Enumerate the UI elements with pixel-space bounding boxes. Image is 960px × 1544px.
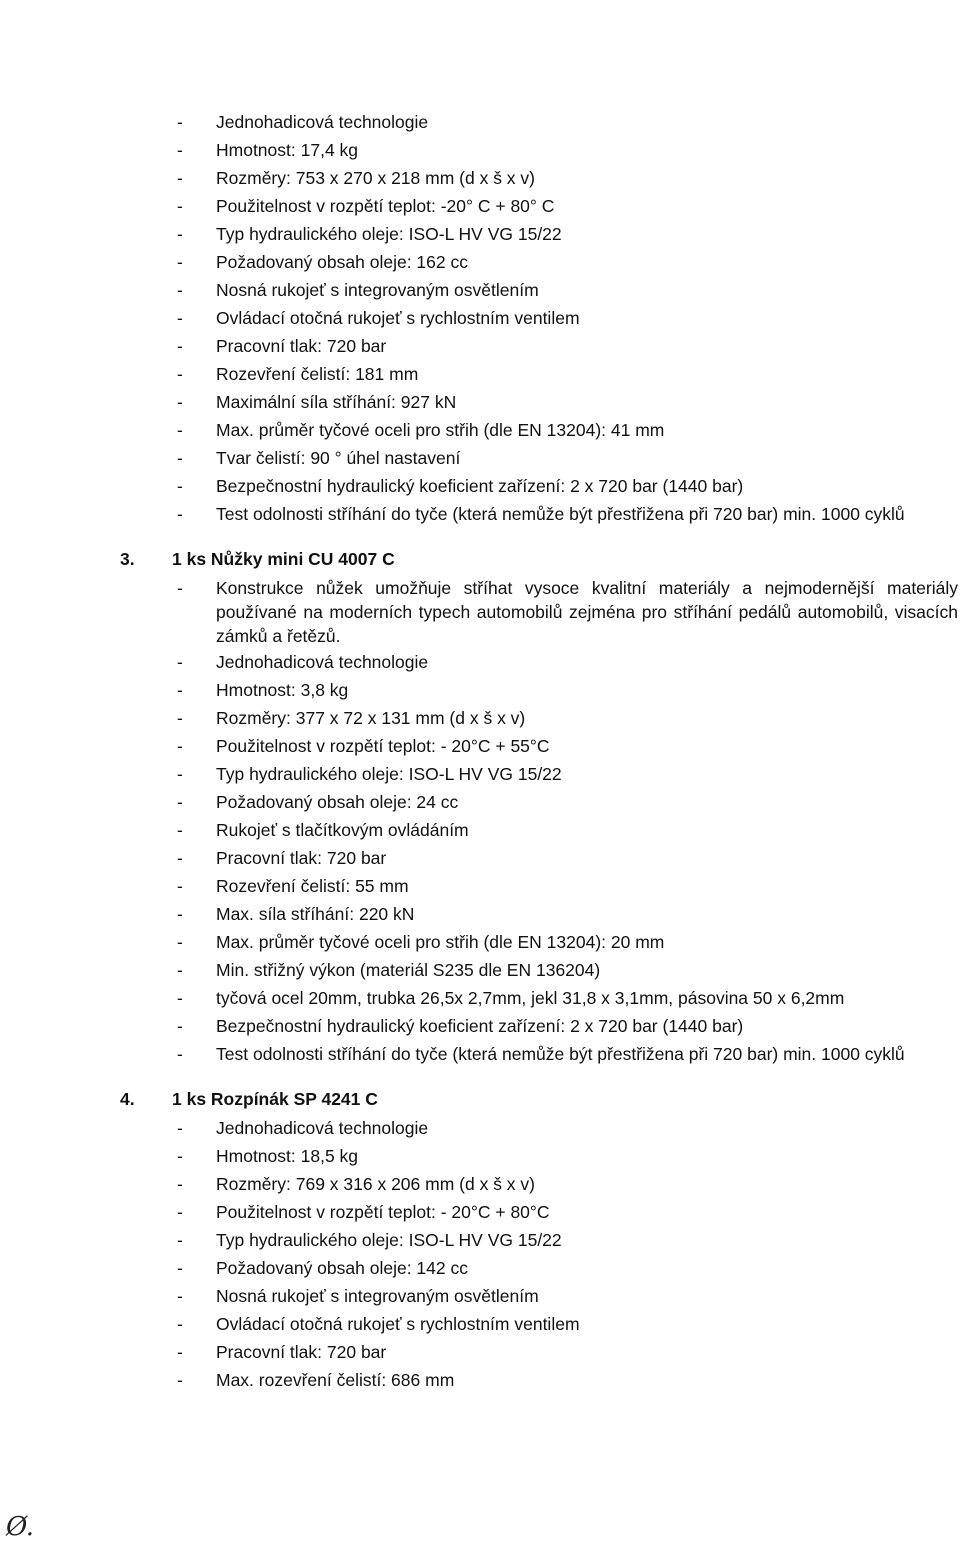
bullet-dash: - (177, 140, 183, 160)
list-item-text: Požadovaný obsah oleje: 162 cc (216, 252, 468, 272)
list-item-text: Použitelnost v rozpětí teplot: -20° C + 80° C (216, 196, 555, 216)
list-item (0, 844, 960, 872)
list-item-text: Rozměry: 377 x 72 x 131 mm (d x š x v) (216, 708, 526, 728)
list-item-text: Hmotnost: 18,5 kg (216, 1146, 359, 1166)
section-number: 3. (120, 549, 135, 569)
list-item (0, 1254, 960, 1282)
bullet-dash: - (177, 504, 183, 524)
list-item-text: Min. střižný výkon (materiál S235 dle EN 136204) (216, 960, 601, 980)
list-item (0, 248, 960, 276)
bullet-dash: - (177, 848, 183, 868)
list-item (0, 1310, 960, 1338)
list-item (0, 1366, 960, 1394)
list-item-text: Ovládací otočná rukojeť s rychlostním ventilem (216, 1314, 580, 1334)
list-item (0, 900, 960, 928)
list-item-text: Max. síla stříhání: 220 kN (216, 904, 415, 924)
list-item (0, 1282, 960, 1310)
list-item-text: Bezpečnostní hydraulický koeficient zařízení: 2 x 720 bar (1440 bar) (216, 1016, 744, 1036)
list-item (0, 1114, 960, 1142)
section-title: 1 ks Nůžky mini CU 4007 C (172, 549, 395, 569)
spec-list-continued (0, 108, 960, 528)
list-item (0, 760, 960, 788)
list-item (0, 220, 960, 248)
bullet-dash: - (177, 168, 183, 188)
list-item-text: Bezpečnostní hydraulický koeficient zařízení: 2 x 720 bar (1440 bar) (216, 476, 744, 496)
list-item-text: Nosná rukojeť s integrovaným osvětlením (216, 280, 539, 300)
list-item-text: Max. průměr tyčové oceli pro střih (dle EN 13204): 20 mm (216, 932, 665, 952)
bullet-dash: - (177, 1118, 183, 1138)
bullet-dash: - (177, 364, 183, 384)
list-item-text: Typ hydraulického oleje: ISO-L HV VG 15/22 (216, 764, 562, 784)
bullet-dash: - (177, 392, 183, 412)
list-item-text: Rozměry: 769 x 316 x 206 mm (d x š x v) (216, 1174, 535, 1194)
list-item (0, 1040, 960, 1068)
bullet-dash: - (177, 578, 183, 598)
list-item-text: Max. rozevření čelistí: 686 mm (216, 1370, 455, 1390)
list-item (0, 816, 960, 844)
bullet-dash: - (177, 420, 183, 440)
list-item-text: Test odolnosti stříhání do tyče (která nemůže být přestřižena při 720 bar) min. 1000 cyklů (216, 504, 905, 524)
bullet-dash: - (177, 764, 183, 784)
list-item-text: Pracovní tlak: 720 bar (216, 1342, 387, 1362)
list-item (0, 192, 960, 220)
list-item (0, 1012, 960, 1040)
list-item (0, 500, 960, 528)
section-heading (0, 544, 960, 574)
list-item (0, 984, 960, 1012)
bullet-dash: - (177, 112, 183, 132)
list-item-text: Nosná rukojeť s integrovaným osvětlením (216, 1286, 539, 1306)
bullet-dash: - (177, 476, 183, 496)
bullet-dash: - (177, 876, 183, 896)
handwritten-initial: Ø. (6, 1512, 35, 1542)
bullet-dash: - (177, 736, 183, 756)
list-item (0, 872, 960, 900)
list-item (0, 648, 960, 676)
bullet-dash: - (177, 820, 183, 840)
list-item-text: Typ hydraulického oleje: ISO-L HV VG 15/22 (216, 224, 562, 244)
list-item-text: Rozevření čelistí: 55 mm (216, 876, 409, 896)
list-item (0, 304, 960, 332)
bullet-dash: - (177, 1258, 183, 1278)
list-item-text: Požadovaný obsah oleje: 24 cc (216, 792, 459, 812)
list-item (0, 388, 960, 416)
bullet-dash: - (177, 988, 183, 1008)
section-intro (0, 574, 960, 648)
bullet-dash: - (177, 1016, 183, 1036)
list-item-text: Jednohadicová technologie (216, 1118, 429, 1138)
list-item-text: Jednohadicová technologie (216, 112, 429, 132)
bullet-dash: - (177, 280, 183, 300)
bullet-dash: - (177, 1230, 183, 1250)
bullet-dash: - (177, 1146, 183, 1166)
list-item (0, 732, 960, 760)
bullet-dash: - (177, 680, 183, 700)
list-item (0, 1338, 960, 1366)
list-item-text: Rozměry: 753 x 270 x 218 mm (d x š x v) (216, 168, 535, 188)
list-item-text: Ovládací otočná rukojeť s rychlostním ventilem (216, 308, 580, 328)
list-item-text: Tvar čelistí: 90 ° úhel nastavení (216, 448, 461, 468)
bullet-dash: - (177, 792, 183, 812)
list-item-text: Hmotnost: 17,4 kg (216, 140, 359, 160)
bullet-dash: - (177, 652, 183, 672)
section-title: 1 ks Rozpínák SP 4241 C (172, 1089, 378, 1109)
bullet-dash: - (177, 1044, 183, 1064)
list-item-text: Pracovní tlak: 720 bar (216, 336, 387, 356)
bullet-dash: - (177, 1370, 183, 1390)
list-item-text: Maximální síla stříhání: 927 kN (216, 392, 457, 412)
bullet-dash: - (177, 252, 183, 272)
list-item-text: Pracovní tlak: 720 bar (216, 848, 387, 868)
list-item-text: Hmotnost: 3,8 kg (216, 680, 349, 700)
list-item (0, 136, 960, 164)
list-item (0, 676, 960, 704)
bullet-dash: - (177, 1202, 183, 1222)
list-item (0, 1170, 960, 1198)
section-number: 4. (120, 1089, 135, 1109)
list-item-text: Max. průměr tyčové oceli pro střih (dle EN 13204): 41 mm (216, 420, 665, 440)
list-item-text: Jednohadicová technologie (216, 652, 429, 672)
list-item-text: Test odolnosti stříhání do tyče (která nemůže být přestřižena při 720 bar) min. 1000 cyklů (216, 1044, 905, 1064)
bullet-dash: - (177, 932, 183, 952)
list-item (0, 108, 960, 136)
bullet-dash: - (177, 960, 183, 980)
bullet-dash: - (177, 336, 183, 356)
bullet-dash: - (177, 308, 183, 328)
section-heading (0, 1084, 960, 1114)
list-item (0, 276, 960, 304)
list-item (0, 928, 960, 956)
bullet-dash: - (177, 1174, 183, 1194)
list-item (0, 360, 960, 388)
spec-list (0, 648, 960, 1068)
bullet-dash: - (177, 448, 183, 468)
bullet-dash: - (177, 224, 183, 244)
list-item (0, 1198, 960, 1226)
bullet-dash: - (177, 1286, 183, 1306)
list-item (0, 1226, 960, 1254)
list-item (0, 444, 960, 472)
list-item-text: Použitelnost v rozpětí teplot: - 20°C + 55°C (216, 736, 550, 756)
bullet-dash: - (177, 904, 183, 924)
list-item (0, 164, 960, 192)
list-item (0, 788, 960, 816)
bullet-dash: - (177, 1342, 183, 1362)
list-item (0, 956, 960, 984)
spec-list (0, 1114, 960, 1394)
bullet-dash: - (177, 708, 183, 728)
list-item-text: Rukojeť s tlačítkovým ovládáním (216, 820, 469, 840)
list-item-text: Požadovaný obsah oleje: 142 cc (216, 1258, 468, 1278)
list-item-text: tyčová ocel 20mm, trubka 26,5x 2,7mm, jekl 31,8 x 3,1mm, pásovina 50 x 6,2mm (216, 988, 845, 1008)
list-item (0, 704, 960, 732)
bullet-dash: - (177, 1314, 183, 1334)
list-item-text: Rozevření čelistí: 181 mm (216, 364, 419, 384)
list-item (0, 332, 960, 360)
list-item-text: Typ hydraulického oleje: ISO-L HV VG 15/22 (216, 1230, 562, 1250)
intro-text: Konstrukce nůžek umožňuje stříhat vysoce kvalitní materiály a nejmodernější materiály používané na moderních typech automobilů zejména pro stříhání pedálů automobilů, visacích zámků a řetězů. (216, 578, 958, 646)
list-item-text: Použitelnost v rozpětí teplot: - 20°C + 80°C (216, 1202, 550, 1222)
list-item (0, 416, 960, 444)
section-3 (0, 544, 960, 1068)
list-item (0, 1142, 960, 1170)
section-4 (0, 1084, 960, 1394)
list-item (0, 472, 960, 500)
bullet-dash: - (177, 196, 183, 216)
